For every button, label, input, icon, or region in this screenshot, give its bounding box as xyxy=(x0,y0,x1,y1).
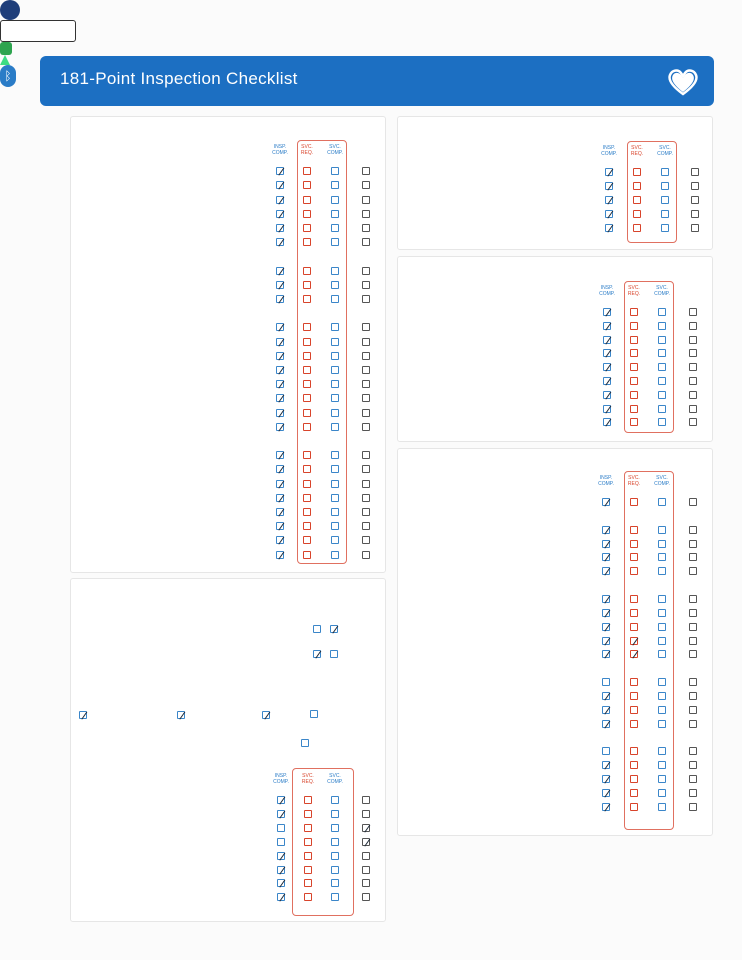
svc-req-checkbox[interactable] xyxy=(303,210,311,218)
svc-req-checkbox[interactable] xyxy=(630,336,638,344)
svc-req-checkbox[interactable] xyxy=(633,196,641,204)
na-checkbox[interactable] xyxy=(691,210,699,218)
svc-req-header: SVC. REQ. xyxy=(630,145,644,157)
android-auto-checkbox[interactable] xyxy=(177,711,185,719)
insp-comp-checkbox[interactable] xyxy=(276,267,284,275)
na-checkbox[interactable] xyxy=(691,196,699,204)
svc-req-checkbox[interactable] xyxy=(304,866,312,874)
svc-req-checkbox[interactable] xyxy=(304,810,312,818)
svc-comp-checkbox[interactable] xyxy=(658,803,666,811)
svc-req-checkbox[interactable] xyxy=(303,338,311,346)
insp-comp-checkbox[interactable] xyxy=(602,609,610,617)
svc-comp-checkbox[interactable] xyxy=(661,224,669,232)
svc-req-header: SVC. REQ. xyxy=(300,144,314,156)
insp-comp-checkbox[interactable] xyxy=(602,498,610,506)
insp-comp-header: INSP. COMP. xyxy=(599,285,615,297)
insp-comp-checkbox[interactable] xyxy=(603,349,611,357)
svc-req-checkbox[interactable] xyxy=(630,623,638,631)
carplay-icon xyxy=(0,42,12,55)
svc-comp-checkbox[interactable] xyxy=(658,678,666,686)
svc-comp-checkbox[interactable] xyxy=(661,196,669,204)
svc-req-checkbox[interactable] xyxy=(303,522,311,530)
item-76-no-checkbox[interactable] xyxy=(330,625,338,633)
svc-req-checkbox[interactable] xyxy=(630,391,638,399)
insp-comp-checkbox[interactable] xyxy=(276,366,284,374)
na-checkbox[interactable] xyxy=(362,879,370,887)
svc-comp-checkbox[interactable] xyxy=(331,196,339,204)
na-checkbox[interactable] xyxy=(362,893,370,901)
svc-req-checkbox[interactable] xyxy=(303,224,311,232)
na-checkbox[interactable] xyxy=(689,553,697,561)
svc-comp-checkbox[interactable] xyxy=(658,498,666,506)
na-checkbox[interactable] xyxy=(689,391,697,399)
insp-comp-checkbox[interactable] xyxy=(277,866,285,874)
svc-comp-checkbox[interactable] xyxy=(658,391,666,399)
svc-comp-checkbox[interactable] xyxy=(658,377,666,385)
na-checkbox[interactable] xyxy=(362,451,370,459)
insp-comp-checkbox[interactable] xyxy=(276,181,284,189)
insp-comp-header: INSP. COMP. xyxy=(272,144,288,156)
svc-comp-checkbox[interactable] xyxy=(658,609,666,617)
na-checkbox[interactable] xyxy=(689,706,697,714)
svc-req-checkbox[interactable] xyxy=(630,349,638,357)
svc-req-checkbox[interactable] xyxy=(630,706,638,714)
insp-comp-checkbox[interactable] xyxy=(602,775,610,783)
insp-comp-checkbox[interactable] xyxy=(603,308,611,316)
na-checkbox[interactable] xyxy=(689,692,697,700)
svc-comp-checkbox[interactable] xyxy=(331,394,339,402)
svc-comp-checkbox[interactable] xyxy=(331,352,339,360)
svc-comp-checkbox[interactable] xyxy=(331,494,339,502)
svc-comp-checkbox[interactable] xyxy=(331,281,339,289)
svc-req-checkbox[interactable] xyxy=(303,465,311,473)
na-checkbox[interactable] xyxy=(689,336,697,344)
na-checkbox[interactable] xyxy=(689,747,697,755)
svc-req-checkbox[interactable] xyxy=(630,377,638,385)
svc-req-checkbox[interactable] xyxy=(630,405,638,413)
na-checkbox[interactable] xyxy=(362,522,370,530)
insp-comp-checkbox[interactable] xyxy=(276,522,284,530)
svc-comp-checkbox[interactable] xyxy=(331,181,339,189)
svc-req-checkbox[interactable] xyxy=(303,394,311,402)
svc-comp-checkbox[interactable] xyxy=(331,536,339,544)
insp-comp-checkbox[interactable] xyxy=(605,196,613,204)
insp-comp-checkbox[interactable] xyxy=(605,168,613,176)
na-checkbox[interactable] xyxy=(362,196,370,204)
na-checkbox[interactable] xyxy=(691,168,699,176)
svc-comp-checkbox[interactable] xyxy=(661,210,669,218)
na-checkbox[interactable] xyxy=(362,295,370,303)
svc-comp-checkbox[interactable] xyxy=(658,540,666,548)
insp-comp-checkbox[interactable] xyxy=(276,394,284,402)
svc-req-header: SVC. REQ. xyxy=(301,773,315,785)
svc-comp-header: SVC. COMP. xyxy=(327,773,343,785)
svc-req-checkbox[interactable] xyxy=(303,366,311,374)
na-checkbox[interactable] xyxy=(362,267,370,275)
svc-req-checkbox[interactable] xyxy=(304,879,312,887)
insp-comp-checkbox[interactable] xyxy=(603,405,611,413)
svc-comp-checkbox[interactable] xyxy=(331,409,339,417)
svc-comp-checkbox[interactable] xyxy=(331,465,339,473)
svc-req-checkbox[interactable] xyxy=(303,281,311,289)
na-checkbox[interactable] xyxy=(362,852,370,860)
na-checkbox[interactable] xyxy=(689,678,697,686)
na-checkbox[interactable] xyxy=(689,595,697,603)
na-checkbox[interactable] xyxy=(689,349,697,357)
svc-req-checkbox[interactable] xyxy=(303,295,311,303)
svc-req-checkbox[interactable] xyxy=(303,409,311,417)
svc-req-checkbox[interactable] xyxy=(303,536,311,544)
na-checkbox[interactable] xyxy=(689,308,697,316)
insp-comp-checkbox[interactable] xyxy=(276,409,284,417)
svc-req-checkbox[interactable] xyxy=(630,322,638,330)
na-checkbox[interactable] xyxy=(362,796,370,804)
na-checkbox[interactable] xyxy=(362,380,370,388)
insp-comp-checkbox[interactable] xyxy=(276,551,284,559)
svc-req-checkbox[interactable] xyxy=(304,893,312,901)
page-title: 181-Point Inspection Checklist xyxy=(60,69,298,88)
insp-comp-checkbox[interactable] xyxy=(603,363,611,371)
svc-comp-checkbox[interactable] xyxy=(331,866,339,874)
insp-comp-checkbox[interactable] xyxy=(277,852,285,860)
insp-comp-checkbox[interactable] xyxy=(603,377,611,385)
insp-comp-checkbox[interactable] xyxy=(602,789,610,797)
svc-req-checkbox[interactable] xyxy=(303,181,311,189)
insp-comp-checkbox[interactable] xyxy=(276,352,284,360)
svc-comp-checkbox[interactable] xyxy=(331,893,339,901)
na-checkbox[interactable] xyxy=(362,338,370,346)
svc-comp-header: SVC. COMP. xyxy=(327,144,343,156)
insp-comp-checkbox[interactable] xyxy=(276,196,284,204)
svc-req-checkbox[interactable] xyxy=(630,747,638,755)
svc-comp-checkbox[interactable] xyxy=(658,623,666,631)
insp-comp-checkbox[interactable] xyxy=(602,678,610,686)
na-checkbox[interactable] xyxy=(362,480,370,488)
insp-comp-checkbox[interactable] xyxy=(602,553,610,561)
item-77-yes-checkbox[interactable] xyxy=(313,650,321,658)
svc-req-checkbox[interactable] xyxy=(630,720,638,728)
svc-req-checkbox[interactable] xyxy=(303,196,311,204)
svc-comp-checkbox[interactable] xyxy=(658,789,666,797)
insp-comp-checkbox[interactable] xyxy=(276,224,284,232)
svc-comp-checkbox[interactable] xyxy=(658,720,666,728)
svc-req-checkbox[interactable] xyxy=(633,210,641,218)
insp-comp-checkbox[interactable] xyxy=(605,210,613,218)
svc-comp-checkbox[interactable] xyxy=(331,824,339,832)
insp-comp-checkbox[interactable] xyxy=(602,747,610,755)
svc-req-checkbox[interactable] xyxy=(303,323,311,331)
na-checkbox[interactable] xyxy=(362,423,370,431)
bluetooth-icon: ᛒ xyxy=(0,65,16,87)
svc-req-checkbox[interactable] xyxy=(303,480,311,488)
insp-comp-checkbox[interactable] xyxy=(602,720,610,728)
insp-comp-checkbox[interactable] xyxy=(602,637,610,645)
item-78-na-checkbox[interactable] xyxy=(310,710,318,718)
na-checkbox[interactable] xyxy=(689,526,697,534)
svc-req-checkbox[interactable] xyxy=(303,238,311,246)
svc-req-checkbox[interactable] xyxy=(303,352,311,360)
na-checkbox[interactable] xyxy=(362,409,370,417)
insp-comp-header: INSP. COMP. xyxy=(601,145,617,157)
svc-comp-checkbox[interactable] xyxy=(658,567,666,575)
bluetooth-checkbox[interactable] xyxy=(262,711,270,719)
na-checkbox[interactable] xyxy=(362,838,370,846)
svc-req-checkbox[interactable] xyxy=(303,167,311,175)
insp-comp-checkbox[interactable] xyxy=(605,182,613,190)
insp-comp-checkbox[interactable] xyxy=(602,706,610,714)
insp-comp-checkbox[interactable] xyxy=(602,692,610,700)
svc-comp-checkbox[interactable] xyxy=(658,363,666,371)
insp-comp-checkbox[interactable] xyxy=(276,167,284,175)
na-checkbox[interactable] xyxy=(362,494,370,502)
svc-comp-checkbox[interactable] xyxy=(661,168,669,176)
insp-comp-checkbox[interactable] xyxy=(602,761,610,769)
na-checkbox[interactable] xyxy=(689,803,697,811)
svc-comp-checkbox[interactable] xyxy=(331,167,339,175)
insp-comp-checkbox[interactable] xyxy=(605,224,613,232)
insp-comp-checkbox[interactable] xyxy=(276,494,284,502)
insp-comp-checkbox[interactable] xyxy=(277,810,285,818)
insp-comp-checkbox[interactable] xyxy=(602,623,610,631)
insp-comp-checkbox[interactable] xyxy=(276,380,284,388)
svc-req-checkbox[interactable] xyxy=(630,637,638,645)
na-checkbox[interactable] xyxy=(689,623,697,631)
svc-req-header: SVC. REQ. xyxy=(627,285,641,297)
na-checkbox[interactable] xyxy=(362,465,370,473)
svc-comp-checkbox[interactable] xyxy=(658,747,666,755)
insp-comp-header: INSP. COMP. xyxy=(598,475,614,487)
na-checkbox[interactable] xyxy=(689,322,697,330)
svc-req-checkbox[interactable] xyxy=(303,508,311,516)
svc-req-checkbox[interactable] xyxy=(630,678,638,686)
na-checkbox[interactable] xyxy=(689,377,697,385)
heart-icon xyxy=(666,65,700,99)
svc-comp-checkbox[interactable] xyxy=(331,451,339,459)
svc-req-checkbox[interactable] xyxy=(304,796,312,804)
insp-comp-checkbox[interactable] xyxy=(276,238,284,246)
na-checkbox[interactable] xyxy=(691,224,699,232)
android-auto-icon xyxy=(0,55,10,65)
svc-comp-checkbox[interactable] xyxy=(331,423,339,431)
insp-comp-checkbox[interactable] xyxy=(277,879,285,887)
functional-svc-columns-outline xyxy=(292,768,354,916)
insp-comp-checkbox[interactable] xyxy=(276,210,284,218)
insp-comp-checkbox[interactable] xyxy=(276,323,284,331)
svc-comp-checkbox[interactable] xyxy=(658,526,666,534)
na-checkbox[interactable] xyxy=(362,551,370,559)
na-checkbox[interactable] xyxy=(362,323,370,331)
svc-comp-header: SVC. COMP. xyxy=(654,285,670,297)
insp-comp-checkbox[interactable] xyxy=(276,508,284,516)
na-checkbox[interactable] xyxy=(689,720,697,728)
insp-comp-checkbox[interactable] xyxy=(603,322,611,330)
na-checkbox[interactable] xyxy=(362,238,370,246)
na-checkbox[interactable] xyxy=(689,650,697,658)
svc-req-checkbox[interactable] xyxy=(630,789,638,797)
insp-comp-checkbox[interactable] xyxy=(276,536,284,544)
svc-req-checkbox[interactable] xyxy=(633,168,641,176)
svc-comp-checkbox[interactable] xyxy=(658,405,666,413)
svc-req-checkbox[interactable] xyxy=(630,595,638,603)
reset-radio-completed-checkbox[interactable] xyxy=(301,739,309,747)
svc-comp-checkbox[interactable] xyxy=(331,267,339,275)
na-checkbox[interactable] xyxy=(689,775,697,783)
svc-comp-checkbox[interactable] xyxy=(331,522,339,530)
na-checkbox[interactable] xyxy=(362,281,370,289)
svc-comp-checkbox[interactable] xyxy=(658,692,666,700)
svc-comp-checkbox[interactable] xyxy=(331,508,339,516)
insp-comp-checkbox[interactable] xyxy=(603,391,611,399)
insp-comp-checkbox[interactable] xyxy=(277,796,285,804)
apple-carplay-badge xyxy=(0,20,76,42)
svc-req-checkbox[interactable] xyxy=(630,692,638,700)
svc-req-checkbox[interactable] xyxy=(303,380,311,388)
insp-comp-checkbox[interactable] xyxy=(602,567,610,575)
svc-req-checkbox[interactable] xyxy=(304,852,312,860)
svc-req-checkbox[interactable] xyxy=(633,224,641,232)
na-checkbox[interactable] xyxy=(362,394,370,402)
svc-comp-checkbox[interactable] xyxy=(331,338,339,346)
na-checkbox[interactable] xyxy=(362,366,370,374)
svc-req-checkbox[interactable] xyxy=(303,494,311,502)
na-checkbox[interactable] xyxy=(362,866,370,874)
insp-comp-checkbox[interactable] xyxy=(276,423,284,431)
svc-req-checkbox[interactable] xyxy=(630,540,638,548)
insp-comp-checkbox[interactable] xyxy=(602,650,610,658)
svc-req-checkbox[interactable] xyxy=(633,182,641,190)
svc-comp-checkbox[interactable] xyxy=(658,761,666,769)
na-checkbox[interactable] xyxy=(362,167,370,175)
insp-comp-checkbox[interactable] xyxy=(277,824,285,832)
svc-comp-checkbox[interactable] xyxy=(658,706,666,714)
na-checkbox[interactable] xyxy=(362,508,370,516)
svc-req-header: SVC. REQ. xyxy=(627,475,641,487)
insp-comp-checkbox[interactable] xyxy=(602,540,610,548)
insp-comp-checkbox[interactable] xyxy=(277,893,285,901)
insp-comp-checkbox[interactable] xyxy=(276,338,284,346)
svc-comp-checkbox[interactable] xyxy=(331,796,339,804)
insp-comp-checkbox[interactable] xyxy=(276,465,284,473)
insp-comp-checkbox[interactable] xyxy=(276,480,284,488)
svc-req-checkbox[interactable] xyxy=(304,824,312,832)
item-77-no-checkbox[interactable] xyxy=(330,650,338,658)
na-checkbox[interactable] xyxy=(362,210,370,218)
na-checkbox[interactable] xyxy=(689,637,697,645)
svc-comp-checkbox[interactable] xyxy=(331,210,339,218)
item-76-yes-checkbox[interactable] xyxy=(313,625,321,633)
insp-comp-checkbox[interactable] xyxy=(276,281,284,289)
svc-req-checkbox[interactable] xyxy=(630,803,638,811)
svc-comp-checkbox[interactable] xyxy=(658,595,666,603)
svc-comp-checkbox[interactable] xyxy=(658,308,666,316)
svc-req-checkbox[interactable] xyxy=(630,418,638,426)
na-checkbox[interactable] xyxy=(689,363,697,371)
carplay-checkbox[interactable] xyxy=(79,711,87,719)
na-checkbox[interactable] xyxy=(689,789,697,797)
svc-comp-checkbox[interactable] xyxy=(331,838,339,846)
svc-comp-checkbox[interactable] xyxy=(331,366,339,374)
na-checkbox[interactable] xyxy=(362,824,370,832)
svc-req-checkbox[interactable] xyxy=(630,363,638,371)
svc-req-checkbox[interactable] xyxy=(630,526,638,534)
insp-comp-checkbox[interactable] xyxy=(277,838,285,846)
svc-comp-checkbox[interactable] xyxy=(331,323,339,331)
na-checkbox[interactable] xyxy=(691,182,699,190)
svc-comp-checkbox[interactable] xyxy=(331,810,339,818)
na-checkbox[interactable] xyxy=(689,567,697,575)
header-banner xyxy=(40,56,714,106)
na-checkbox[interactable] xyxy=(362,536,370,544)
svc-comp-checkbox[interactable] xyxy=(331,879,339,887)
insp-comp-checkbox[interactable] xyxy=(603,336,611,344)
na-checkbox[interactable] xyxy=(362,181,370,189)
svc-comp-header: SVC. COMP. xyxy=(654,475,670,487)
svc-req-checkbox[interactable] xyxy=(303,267,311,275)
svc-req-checkbox[interactable] xyxy=(303,423,311,431)
svc-req-checkbox[interactable] xyxy=(630,567,638,575)
svc-comp-checkbox[interactable] xyxy=(658,322,666,330)
na-checkbox[interactable] xyxy=(689,540,697,548)
svc-comp-checkbox[interactable] xyxy=(331,238,339,246)
svc-req-checkbox[interactable] xyxy=(630,308,638,316)
onstar-logo xyxy=(0,0,20,20)
insp-comp-checkbox[interactable] xyxy=(276,451,284,459)
na-checkbox[interactable] xyxy=(689,761,697,769)
svc-req-checkbox[interactable] xyxy=(303,451,311,459)
svc-comp-checkbox[interactable] xyxy=(331,380,339,388)
svc-req-checkbox[interactable] xyxy=(304,838,312,846)
svc-comp-checkbox[interactable] xyxy=(331,480,339,488)
na-checkbox[interactable] xyxy=(362,352,370,360)
svc-comp-checkbox[interactable] xyxy=(658,349,666,357)
na-checkbox[interactable] xyxy=(689,609,697,617)
svc-comp-checkbox[interactable] xyxy=(658,553,666,561)
svc-comp-checkbox[interactable] xyxy=(331,295,339,303)
insp-comp-checkbox[interactable] xyxy=(276,295,284,303)
svc-req-checkbox[interactable] xyxy=(303,551,311,559)
svc-comp-header: SVC. COMP. xyxy=(657,145,673,157)
svc-req-checkbox[interactable] xyxy=(630,775,638,783)
insp-comp-checkbox[interactable] xyxy=(603,418,611,426)
svc-req-checkbox[interactable] xyxy=(630,650,638,658)
insp-comp-header: INSP. COMP. xyxy=(273,773,289,785)
svc-comp-checkbox[interactable] xyxy=(658,418,666,426)
insp-comp-checkbox[interactable] xyxy=(602,595,610,603)
svc-comp-checkbox[interactable] xyxy=(661,182,669,190)
na-checkbox[interactable] xyxy=(362,224,370,232)
svc-req-checkbox[interactable] xyxy=(630,761,638,769)
svc-comp-checkbox[interactable] xyxy=(331,224,339,232)
insp-comp-checkbox[interactable] xyxy=(602,526,610,534)
svc-comp-checkbox[interactable] xyxy=(658,775,666,783)
svc-comp-checkbox[interactable] xyxy=(658,650,666,658)
na-checkbox[interactable] xyxy=(689,405,697,413)
svc-req-checkbox[interactable] xyxy=(630,498,638,506)
na-checkbox[interactable] xyxy=(689,498,697,506)
svc-comp-checkbox[interactable] xyxy=(331,551,339,559)
insp-comp-checkbox[interactable] xyxy=(602,803,610,811)
svc-comp-checkbox[interactable] xyxy=(658,637,666,645)
na-checkbox[interactable] xyxy=(689,418,697,426)
na-checkbox[interactable] xyxy=(362,810,370,818)
svc-comp-checkbox[interactable] xyxy=(331,852,339,860)
svc-comp-checkbox[interactable] xyxy=(658,336,666,344)
svc-req-checkbox[interactable] xyxy=(630,553,638,561)
svc-req-checkbox[interactable] xyxy=(630,609,638,617)
